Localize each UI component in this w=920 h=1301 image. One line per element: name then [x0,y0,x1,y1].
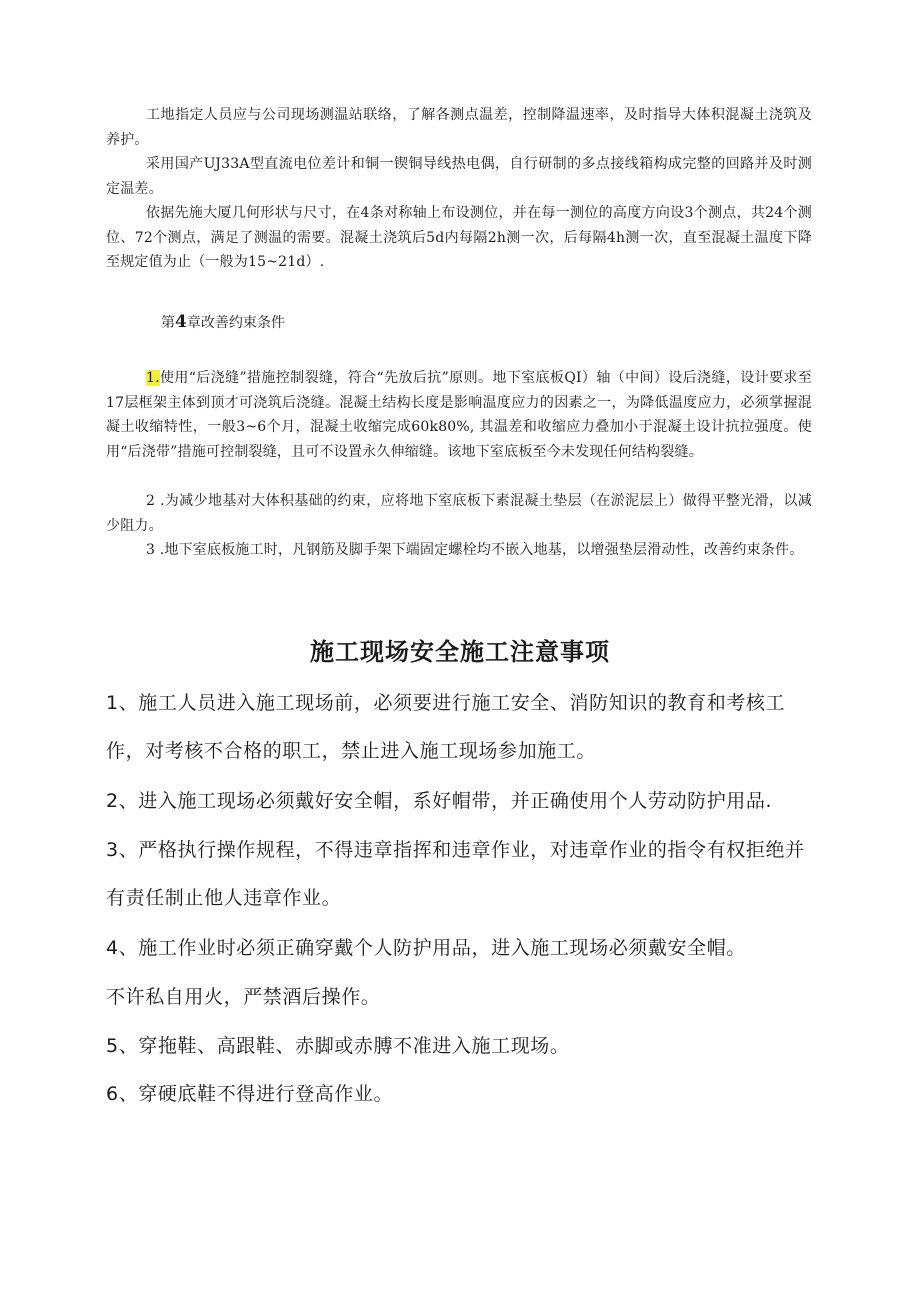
constraint-item-2: 2 .为减少地基对大体积基础的约束，应将地下室底板下素混凝土垫层（在淤泥层上）做得平整光滑，以减少阻力。 [106,493,812,534]
chapter-heading [161,310,285,335]
highlighted-item-number: 1. [146,370,160,386]
constraint-item-1-text: 使用“后浇缝”措施控制裂缝，符合“先放后抗”原则。地下室底板QI）轴（中间）设后浇缝，设计要求至17层框架主体到顶才可浇筑后浇缝。混凝土结构长度是影响温度应力的因素之一，为降低温度应力，必须掌握混凝土收缩特性，一般3~6个月，混凝土收缩完成60k80%, 其温差和收缩应力叠加小于混凝土设计抗拉强度。使用“后浇带”措施可控制裂缝，且可不设置永久伸缩缝。该地下室底板至今未发现任何结构裂缝。 [106,370,812,460]
chapter-prefix: 第 [161,315,175,331]
chapter-title: 章改善约束条件 [186,315,285,331]
safety-rule-4-continued: 不许私自用火，严禁酒后操作。 [106,986,381,1008]
intro-paragraph-3: 依据先施大厦几何形状与尺寸，在4条对称轴上布设测位，并在每一测位的高度方向设3个测点，共24个测位、72个测点，满足了测温的需要。混凝土浇筑后5d内每隔2h测一次，后每隔4h测一次，直至混凝土温度下降至规定值为止（一般为15~21d）. [106,205,812,270]
constraint-item-3: 3 .地下室底板施工时，凡钢筋及脚手架下端固定螺栓均不嵌入地基，以增强垫层滑动性，改善约束条件。 [146,542,804,558]
safety-rule-3: 3、严格执行操作规程，不得违章指挥和违章作业，对违章作业的指令有权拒绝并有责任制止他人违章作业。 [106,839,805,909]
constraint-item-1 [106,366,812,464]
safety-rule-5: 5、穿拖鞋、高跟鞋、赤脚或赤膊不准进入施工现场。 [106,1035,570,1057]
safety-rule-4: 4、施工作业时必须正确穿戴个人防护用品，进入施工现场必须戴安全帽。 [106,937,746,959]
chapter-number: 4 [175,312,187,332]
intro-paragraph-2: 采用国产UJ33A型直流电位差计和铜一锲铜导线热电偶，自行研制的多点接线箱构成完整的回路并及时测定温差。 [106,156,812,197]
safety-rule-2: 2、进入施工现场必须戴好安全帽，系好帽带，并正确使用个人劳动防护用品. [106,790,773,812]
safety-rule-6: 6、穿硬底鞋不得进行登高作业。 [106,1083,394,1105]
safety-section-title: 施工现场安全施工注意事项 [310,638,610,666]
intro-paragraph-1: 工地指定人员应与公司现场测温站联络，了解各测点温差，控制降温速率，及时指导大体积混凝土浇筑及养护。 [106,107,812,148]
safety-rule-1: 1、施工人员进入施工现场前，必须要进行施工安全、消防知识的教育和考核工作，对考核不合格的职工，禁止进入施工现场参加施工。 [106,692,786,762]
